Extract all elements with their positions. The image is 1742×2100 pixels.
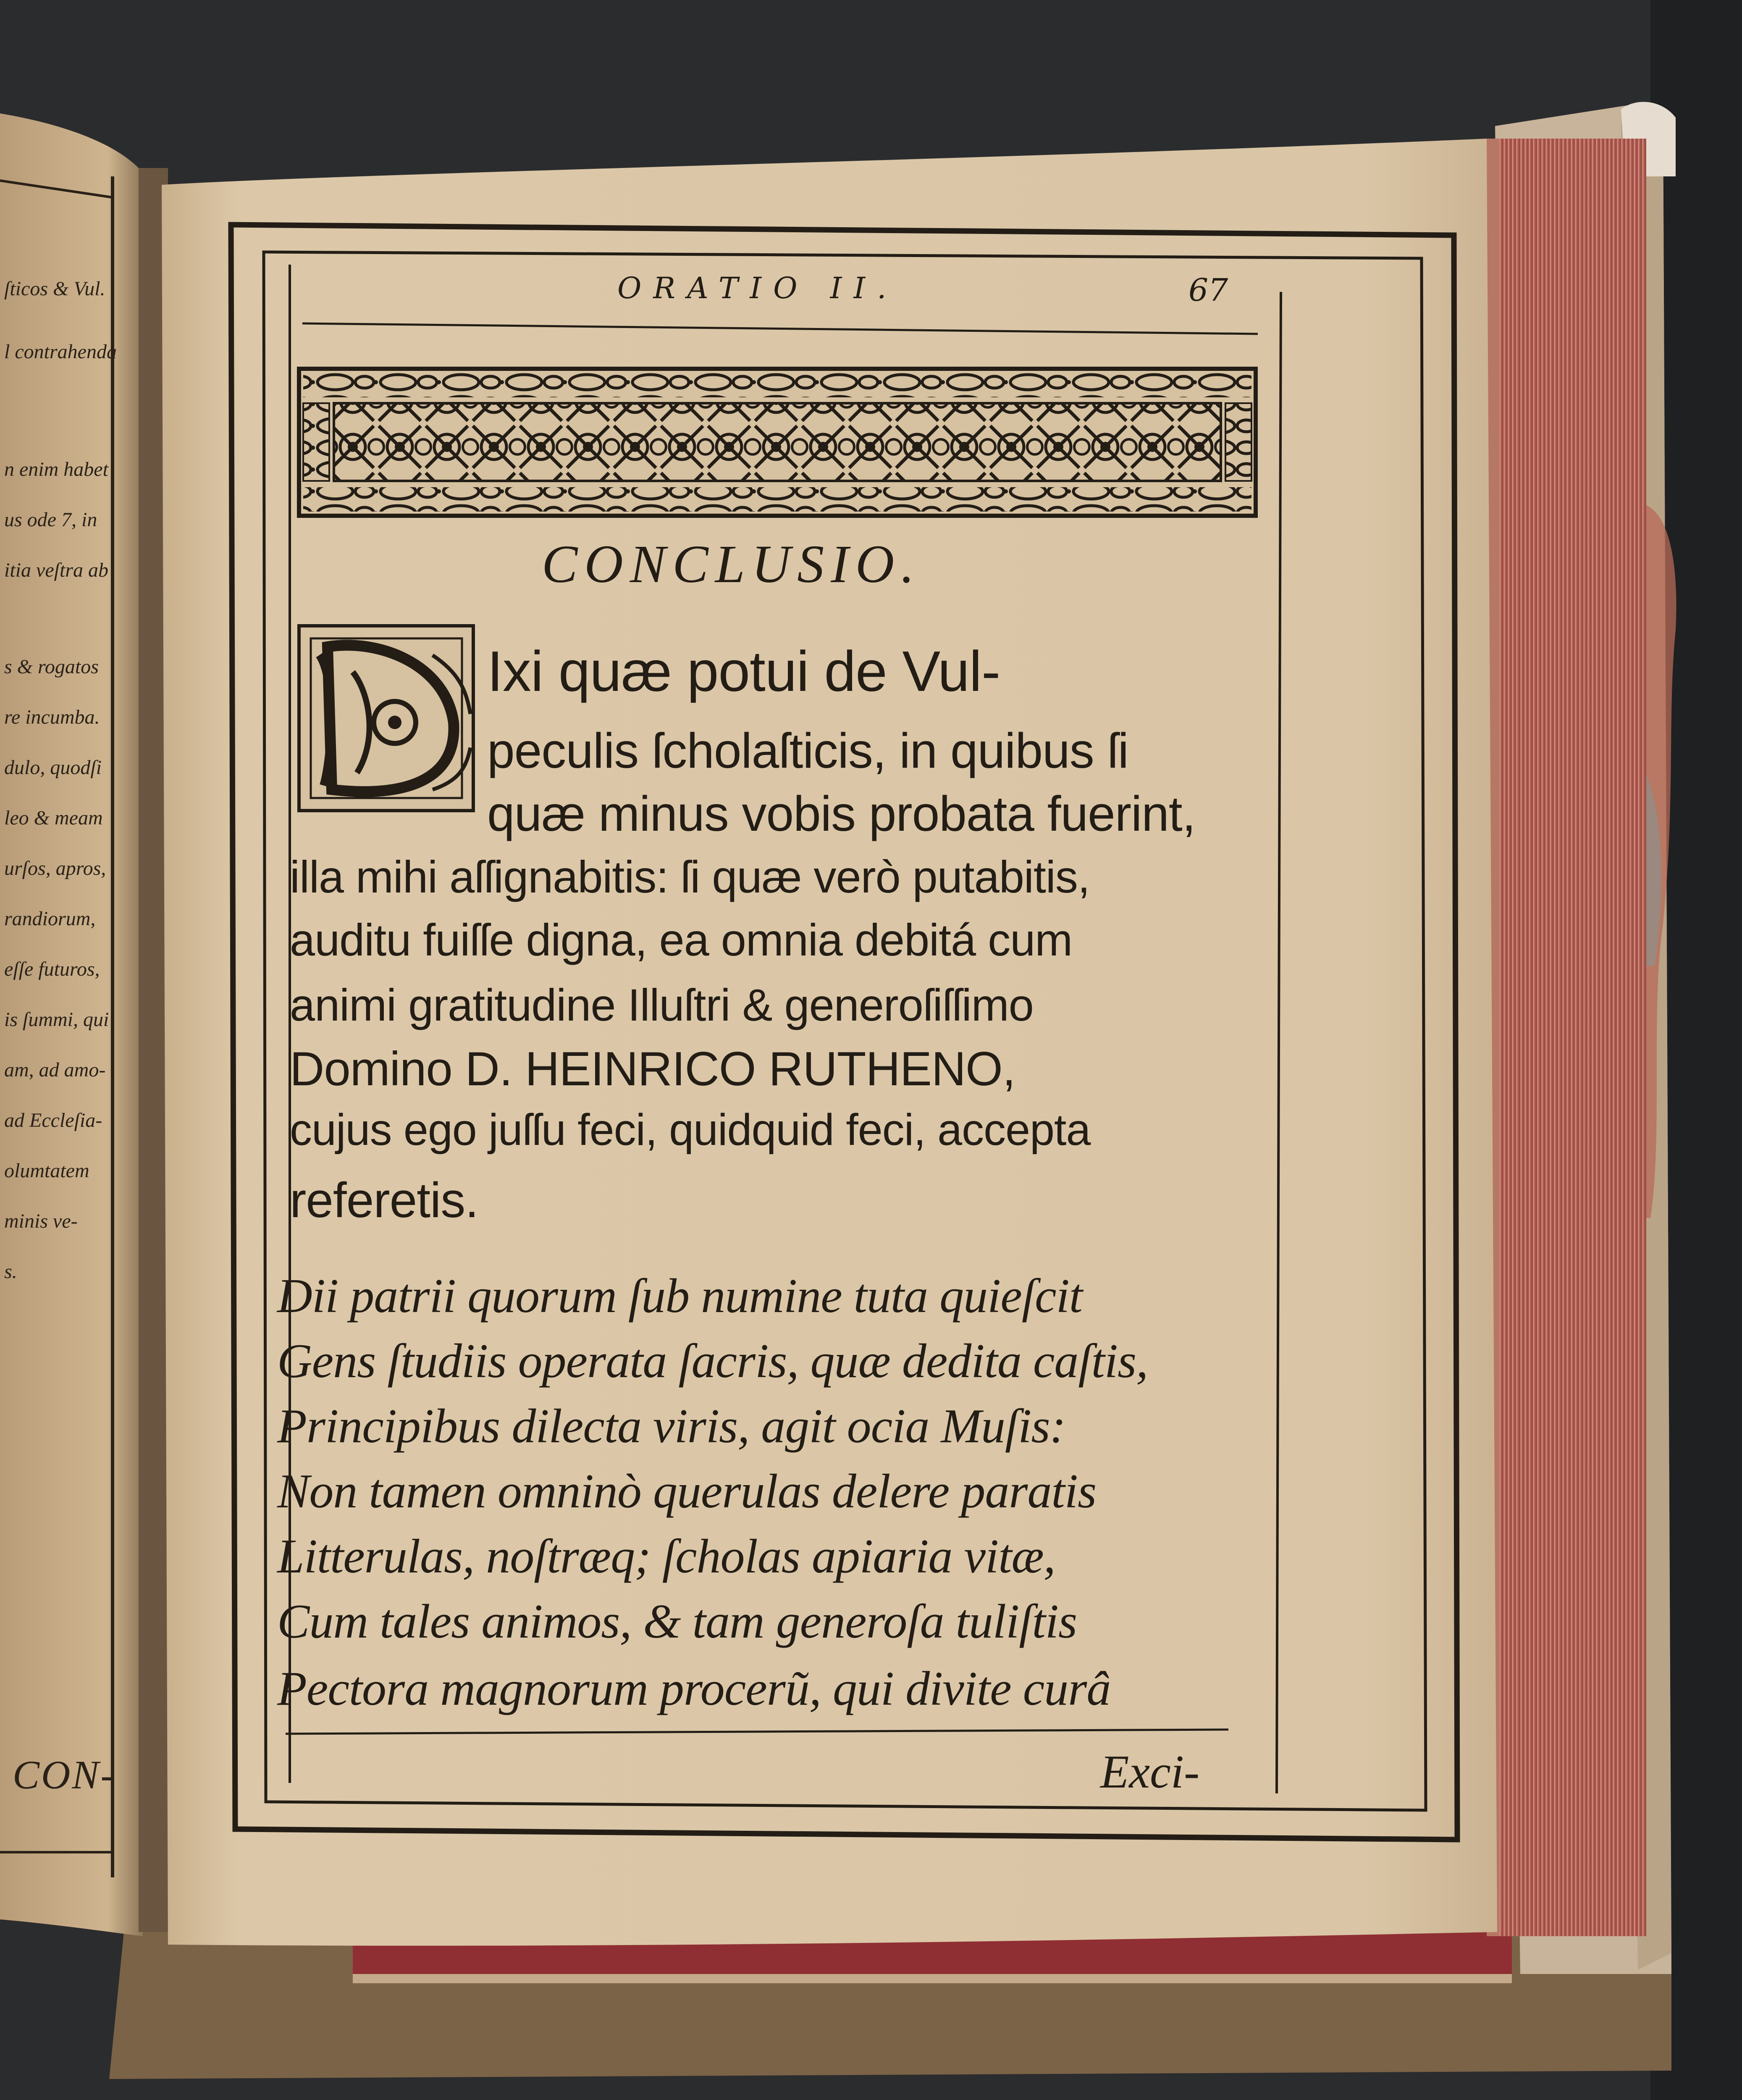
running-head: ORATIO II. (617, 271, 898, 305)
facing-margin-line: ſticos & Vul. (4, 278, 105, 300)
facing-margin-line: dulo, quodſi (4, 756, 102, 779)
facing-margin-line: itia veſtra ab (4, 559, 108, 581)
verse-line: Litterulas, noſtræq; ſcholas apiaria vitæ, (277, 1530, 1055, 1583)
facing-margin-line: s. (4, 1260, 17, 1283)
facing-margin-line: us ode 7, in (4, 509, 97, 531)
facing-margin-line: randiorum, (4, 908, 96, 930)
prose-line: animi gratitudine Illuſtri & generoſiſſimo (290, 979, 1034, 1030)
prose-line: peculis ſcholaſticis, in quibus ſi (487, 723, 1128, 779)
prose-line: Ixi quæ potui de Vul- (487, 639, 1000, 703)
facing-margin-line: am, ad amo- (4, 1059, 106, 1081)
facing-margin-line: urſos, apros, (4, 857, 106, 879)
facing-margin-line: olumtatem (4, 1160, 89, 1182)
verse-line: Cum tales animos, & tam generoſa tuliſtis (277, 1595, 1077, 1648)
facing-margin-line: leo & meam (4, 807, 103, 829)
ornamental-headpiece (299, 369, 1256, 516)
facing-margin-line: re incumba. (4, 706, 100, 728)
verse-line: Principibus dilecta viris, agit ocia Muſis: (277, 1399, 1066, 1453)
verse-line: Pectora magnorum procerũ, qui divite curâ (277, 1662, 1111, 1716)
prose-line: illa mihi aſſignabitis: ſi quæ verò putabitis, (290, 851, 1090, 902)
prose-line: cujus ego juſſu feci, quidquid feci, accepta (290, 1105, 1091, 1155)
prose-line: Domino D. HEINRICO RUTHENO, (290, 1042, 1015, 1096)
prose-line: referetis. (290, 1173, 479, 1228)
prose-line: quæ minus vobis probata fuerint, (487, 786, 1196, 842)
catchword: Exci- (1100, 1746, 1200, 1798)
facing-margin-line: l contrahenda (4, 341, 117, 363)
facing-margin-line: s & rogatos (4, 656, 99, 678)
page-number: 67 (1188, 272, 1228, 308)
drop-initial-letter (361, 664, 437, 785)
facing-margin-line: minis ve- (4, 1210, 78, 1232)
verse-line: Dii patrii quorum ſub numine tuta quieſcit (277, 1269, 1083, 1323)
prose-line: auditu fuiſſe digna, ea omnia debitá cum (290, 914, 1073, 965)
facing-margin-line: eſſe futuros, (4, 958, 100, 980)
verse-line: Non tamen omninò querulas delere paratis (277, 1465, 1097, 1518)
facing-margin-line: ad Eccleſia- (4, 1109, 102, 1131)
facing-margin-line: is ſummi, qui (4, 1008, 109, 1031)
verse-line: Gens ſtudiis operata ſacris, quæ dedita caſtis, (277, 1334, 1148, 1388)
facing-margin-line: n enim habet (4, 458, 108, 480)
facing-catchword: CON- (13, 1752, 116, 1797)
section-title: CONCLUSIO. (542, 534, 921, 594)
